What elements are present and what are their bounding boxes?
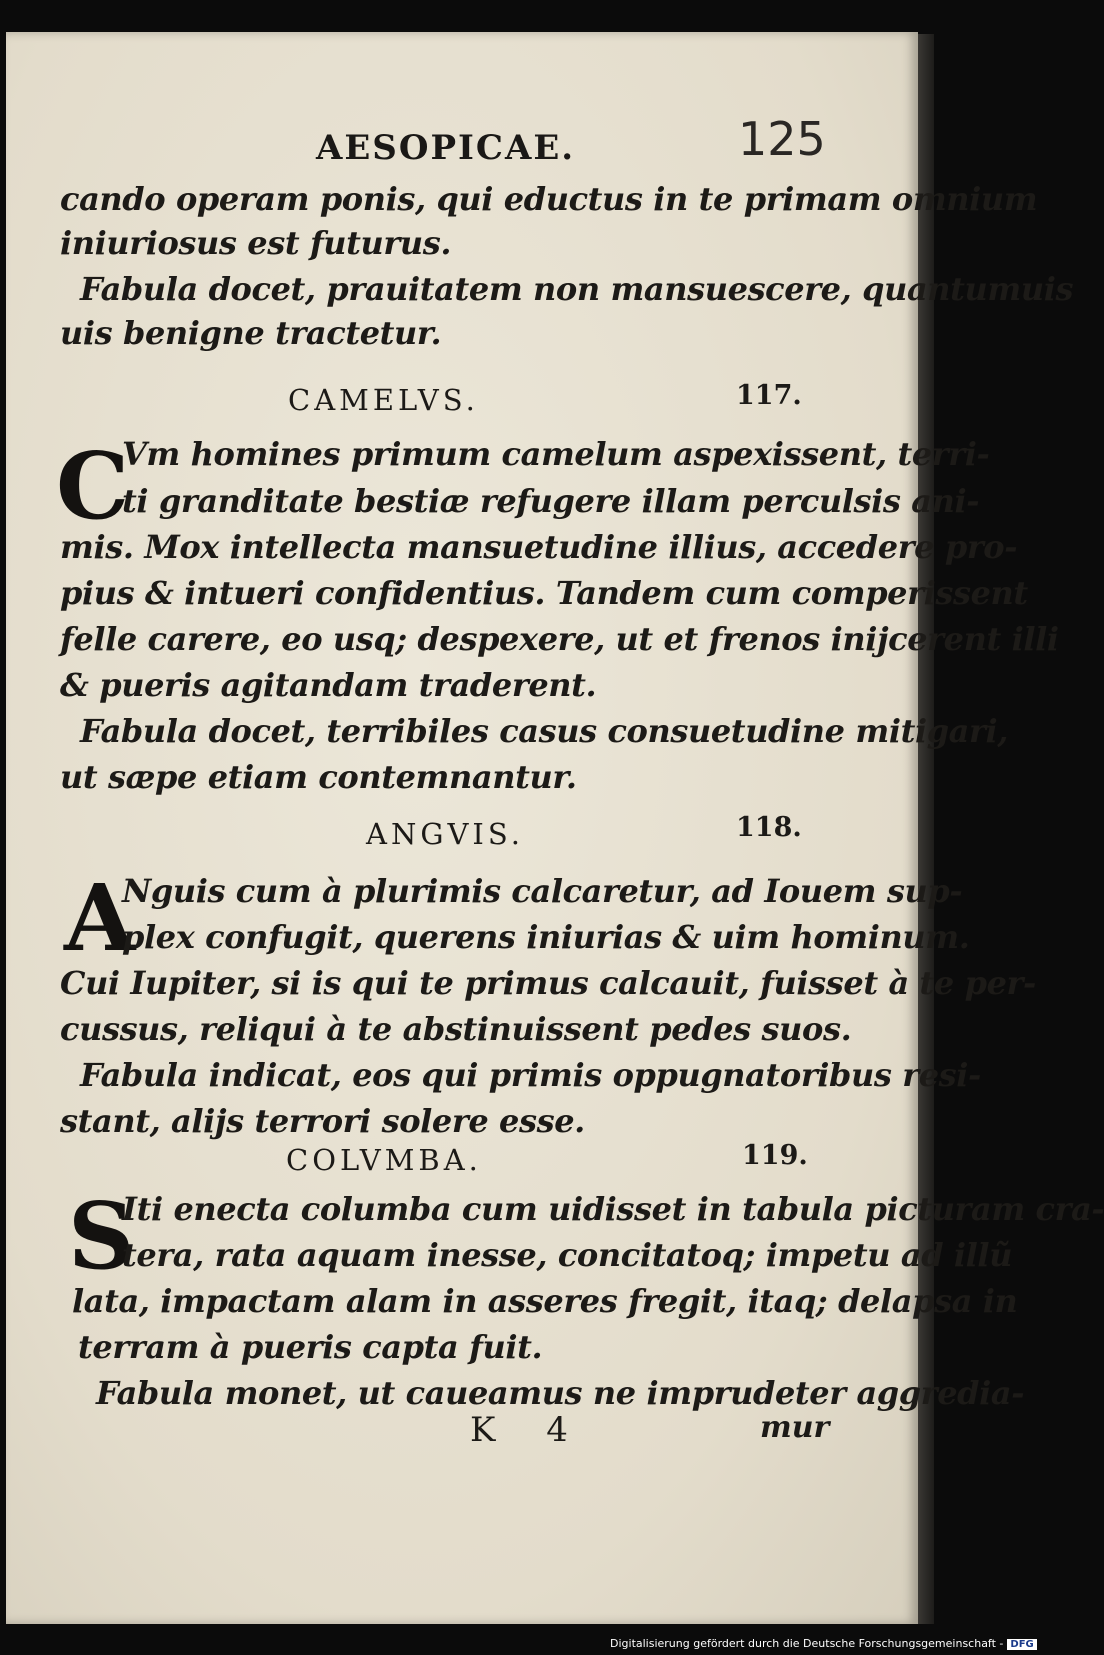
text-line: pius & intueri confidentius. Tandem cum comperissent (60, 574, 1028, 612)
catchword: mur (760, 1410, 830, 1445)
moral-line: Fabula monet, ut caueamus ne imprudeter aggredia- (96, 1374, 1025, 1412)
signature-mark: K 4 (470, 1410, 588, 1450)
text-line: Cui Iupiter, si is qui te primus calcauit, fuisset à te per- (60, 964, 1036, 1002)
text-line: terram à pueris capta fuit. (78, 1328, 543, 1366)
credit-text: Digitalisierung gefördert durch die Deutsche Forschungsgemeinschaft - (610, 1637, 1004, 1650)
drop-cap: S (68, 1182, 135, 1290)
dfg-logo: DFG (1007, 1639, 1036, 1650)
drop-cap: C (56, 432, 130, 540)
folio-number: 125 (738, 112, 826, 166)
fable-number: 118. (736, 812, 802, 843)
moral-line: Fabula indicat, eos qui primis oppugnatoribus resi- (80, 1056, 981, 1094)
running-head: AESOPICAE. (316, 128, 576, 168)
text-line: cussus, reliqui à te abstinuissent pedes suos. (60, 1010, 852, 1048)
text-line: Vm homines primum camelum aspexissent, terri- (122, 435, 990, 473)
text-line: Iti enecta columba cum uidisset in tabula picturam cra- (122, 1190, 1104, 1228)
text-line: iniuriosus est futurus. (60, 224, 452, 262)
text-line: ti granditate bestiæ refugere illam perculsis ani- (122, 482, 980, 520)
fable-title-anguis: ANGVIS. (366, 817, 524, 851)
fable-title-camelus: CAMELVS. (288, 383, 479, 417)
moral-line: Fabula docet, prauitatem non mansuescere, quantumuis (80, 270, 1074, 308)
text-line: cando operam ponis, qui eductus in te primam omnium (60, 180, 1038, 218)
drop-cap: A (64, 864, 136, 972)
moral-line: uis benigne tractetur. (60, 314, 442, 352)
text-line: & pueris agitandam traderent. (60, 666, 597, 704)
text-line: lata, impactam alam in asseres fregit, itaq; delapsa in (72, 1282, 1018, 1320)
text-line: felle carere, eo usq; despexere, ut et frenos inijcerent illi (60, 620, 1059, 658)
text-line: Nguis cum à plurimis calcaretur, ad Iouem sup- (122, 872, 963, 910)
text-line: mis. Mox intellecta mansuetudine illius, accedere pro- (60, 528, 1018, 566)
text-line: tera, rata aquam inesse, concitatoq; impetu ad illũ (122, 1236, 1013, 1274)
fable-number: 117. (736, 380, 802, 411)
fable-number: 119. (742, 1140, 808, 1171)
moral-line: ut sæpe etiam contemnantur. (60, 758, 577, 796)
moral-line: stant, alijs terrori solere esse. (60, 1102, 585, 1140)
moral-line: Fabula docet, terribiles casus consuetudine mitigari, (80, 712, 1008, 750)
dfg-credit (610, 1637, 1037, 1650)
text-line: plex confugit, querens iniurias & uim hominum. (122, 918, 970, 956)
fable-title-columba: COLVMBA. (286, 1143, 482, 1177)
